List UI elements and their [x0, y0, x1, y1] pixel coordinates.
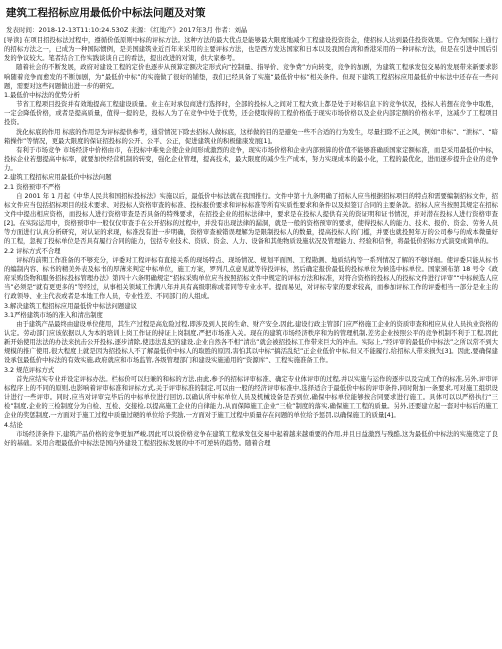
body-paragraph: 随着社会的不断发展，政府对建设工程的定价也逐步从预算定额决定形式向“控制量、指导价、竞争费”方向转变，竞争的加剧，为建筑工程承发包交易的发展带来新要求影响随着竞争而愈发的不断加剧，为“最低价中标”的实施做了很好的铺垫，我们已经具备了实施“最低价中标”相关条件。但现下建筑工程招标应用最低价中标法中还存在一些问题，需要对这些问题做出进一步的研究。 [4, 64, 498, 90]
body-paragraph: [导读] 在项目招投标法过程中，遵循价低原则中标的评标方法。这种方法的最大优点是能够最大限度地减少工程建设投资资金，使招标人达到最佳投资效果。它作为国际上通行的招标方法之一，已成为一种国际惯例，是美国建筑业近百年来采用的主要评标方法，也是西方发达国家和日本以及我国台湾和香港采用的一种评标方法，但是在引进中国后引发的争议较大。笔者结合工作实践谈谈自己的看法，提出改进的对策，供大家参考。 [4, 37, 498, 63]
body-paragraph: 首先应结实专业并设定评标办法。栏标价可以归兼的和标的方法,由此,参予的招标评审标准、确定专业体评审的过程,并以实施与运作的逐步以及完成工作的标准,另外,评审评标程序上的不同的原则,也影响着评审标准和评标方式,关于评审标准的制定,可以由一般的经济评审标准中,选择适合于最低价中标的评审条件,同时附加一条要求,可对施工组织设计进行一些评审。同时,应当对评审完毕后的中标单位进行回访,以确认所中标单位人员及机械设备是否到位,确保中标单位能够按合同要求进行施工。具体可以以严格执行“三检”制度,企业的三检制度分为自检、互检、交接检,以提高施工企业的自律能力,从而保障施工企业“三检”制度的落实,确保施工工程的质量。另外,还要建立起一套对中标后的施工企业的奖惩制度,一方面对于施工过程中质量过硬的单位给予奖励,一方面对于施工过程中质量存在问题的单位给予惩罚,以确保施工的质量[4]。 [4, 375, 498, 420]
body-paragraph: 评标的前期工作准备的不够充分，评委对工程评标有直接关系的现场特点、现场情况、规划平面图、工程勘测、地质结构等一系列情况了解的不够详细。使评委只能从标书的编制内容、标书的精美外表及标书的厚薄来判定中标单位，施工方案，罗列几点意见就等待投评标，然后确定报价最低的投标单位为候选中标单位。国家颁布第 18 号令《政府采购货物和服务招标投标管理办法》第四十六条明确规定“招标采购单位应当按照招标文件中规定的评标方法和标准，对符合资格的投标人的投标文件进行评审”“中标候选人应当”必须是“就有更更多的”等经过，从事相关领域工作满八年并具有高级职称或者同等专业水平。提而易见，对评标专家的要求较高，而参加评标工作的评委相当一部分是业主的行政领导、业主代表或者是本地工作人员，专业性差、不同部门的人组成。 [4, 256, 498, 301]
document-meta: 发表时间：2018-12-13T11:10:24.530Z 来源：《红地产》2017年3月 作者：刘晶 [6, 26, 248, 34]
section-heading: 2.建筑工程招标应用最低价中标法问题 [4, 174, 112, 182]
document-body [4, 36, 498, 448]
section-heading: 3.解决建筑工程招标应用最低价中标法问题建议 [4, 302, 137, 310]
section-heading: 2.2 评标方式不合理 [4, 247, 61, 255]
body-paragraph: 有利于市场竞争 市场经济中价格由市，在投标中难免会使企业间形成激烈的竞争，现实市场价格和企业内部预算的价值不能够准确质国家定额标准，而是采用最低价中标，投标企业若想提高中标率，就要加快经营机制的转变，强化企业管理，提高技术，最大限度的减少生产成本，努力实现成本的最小化，工程的最优化，进而逐步提升企业的竞争力。 [4, 146, 498, 173]
section-heading: 4.结论 [4, 421, 23, 429]
section-heading: 3.2 规范评标方式 [4, 366, 55, 374]
section-heading: 3.1严格建筑市场的准入和清出制度 [4, 311, 103, 319]
body-paragraph: 由于建筑产品最终由建设单位使用，其生产过程是高危险过程,即涉及到人民的生命、财产安全,因此,建设行政主管部门应严格施工企业的资质审查和相应从业人员执业资格的认定。劳动部门应该依据以人为本的培训上岗工作证的持证上岗制度,严把市场准入关。现在的建筑市场经济秩序和为的管理机制,差劣企业按照公平的竞争机制不利于工程,因此新开始使用法法的办法来抗击公开投标,逐步清除,使违法乱纪的建设,企业自然各不相“清出”就会被招投标工作带来巨大的冲击。实际上,“经评审的最低价中标法”之所以常不到大规模的推广使用,很大程度上就是因为招投标人不了解最低价中标人的取胜的原因,害怕其以中标“搞活乱纪”正企业低价中标,但又不能履行,给招标人带来损失[3]。因此,要确保建设承包最低价中标法的有效实施,政府就应和市场监管,各级管理部门和建设实施通用的“资源库”、工程实施准备工作。 [4, 320, 498, 365]
body-paragraph: 洗化标底的作用 标底的作用是为评标提供参考，通常情况下除去招标人做标底，这样做的目的是避免一些不合适的行为发生，尽量扫除不正之风，例如“串标”、“泄标”、“暗箱操作”等情况，更最大限度的保证招投标的公开、公平、公正，促进建筑业的积极健康发展[1]。 [4, 128, 498, 145]
section-heading: 2.1 资格预审不严格 [4, 183, 61, 191]
section-heading: 1.最低价中标法的优势分析 [4, 91, 80, 99]
body-paragraph: 节省工程项目投资并有效地提高工程建设质量。业主在对承包商进行选择时，全部的投标人之间对工程大致上都是处于对称信息下的竞争状况，投标人若想在竞争中取胜，一定会降低价格，或者是提高质量，值得一提的是，投标人为了在竞争中处于优势，还会使取得的工程价格低于现实市场价格以及企业内部定额的价格水平，这减少了工程项目投资。 [4, 101, 498, 127]
body-paragraph: 市场经济条件下,建筑产品价格的竞争更加严峻,因此可以说价格竞争在建筑工程承发包交易中起着越来越重要的作用,并且日益激烈与残酷,这为最低价中标法的实施奠定了良好的基础。采用合理最低价中标法是国内外建设工程招投标发展的中不可逆转的趋势。随着合理 [4, 430, 498, 447]
document-title: 建筑工程招标应用最低价中标法问题及对策 [6, 7, 206, 19]
body-paragraph: 自 2001 年 1 月起《中华人民共和国招标投标法》实施以后，最低价中标法就在我国推行。文件中第十九条明确了招标人应当根据招标项目的特点和需要编制招标文件，招标文件应当包括招标项目的技术要求、对投标人资格审查的标准、投标报价要求和评标标准等所有实质性要求和条件以及拟签订合同的主要条款。招标人应当按照其规定在招标文件中提出相应资格，而投标人进行资格审查是否具备的特殊要求，在招投企业的招标法律中，要求是在投标人提供有关的资证明和证书情况，并对潜在投标人进行资格审查[2]。在实际运用中，资格预审中一般仅仅审查手在公开招标的过程中，并没有出现法律的漏洞，就是一般的资格预审的要求，使得投标人的能力、技术、报价、资金、劳务人员等方面进行认真分析研究，对认证的求现，标准没有进一步明确，资格审查被错误理解为是限制投标人的数量，提高投标人的门槛，并要也就投照年万的公司参与的成本微量好的工程，忽视了投标单位是否具有履行合同的能力，包括专业技术、资质、资金、人力、设备和其他物质设施状况及管理能力、经验和信誉，将最低价招标方式演变成简单的。 [4, 192, 498, 246]
